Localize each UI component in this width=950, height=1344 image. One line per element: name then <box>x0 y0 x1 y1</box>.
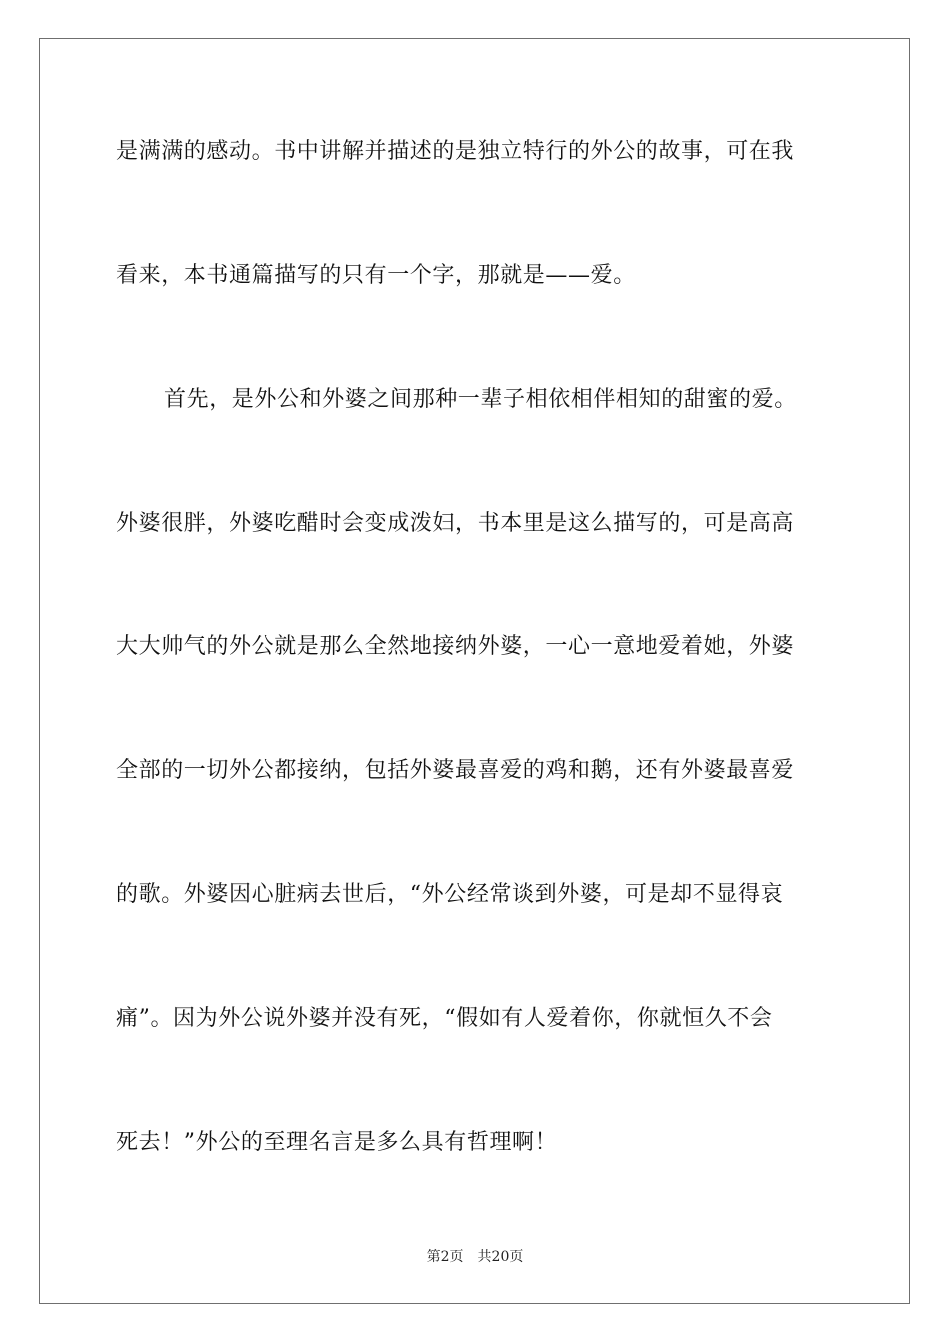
body-line-1: 是满满的感动。书中讲解并描述的是独立特行的外公的故事，可在我 <box>116 139 795 164</box>
page-border <box>39 38 910 1304</box>
body-line-2: 看来，本书通篇描写的只有一个字，那就是——爱。 <box>116 263 636 288</box>
body-line-4: 外婆很胖，外婆吃醋时会变成泼妇，书本里是这么描写的，可是高高 <box>116 511 795 536</box>
body-line-5: 大大帅气的外公就是那么全然地接纳外婆，一心一意地爱着她，外婆 <box>116 634 795 659</box>
page-footer <box>0 1248 950 1266</box>
body-line-3-paragraph-start: 首先，是外公和外婆之间那种一辈子相依相伴相知的甜蜜的爱。 <box>164 387 797 412</box>
current-page-label: 第2页 <box>426 1249 464 1265</box>
body-line-9: 死去！”外公的至理名言是多么具有哲理啊！ <box>116 1130 558 1155</box>
body-line-6: 全部的一切外公都接纳，包括外婆最喜爱的鸡和鹅，还有外婆最喜爱 <box>116 758 795 783</box>
body-line-8: 痛”。因为外公说外婆并没有死，“假如有人爱着你，你就恒久不会 <box>116 1006 773 1031</box>
body-line-7: 的歌。外婆因心脏病去世后，“外公经常谈到外婆，可是却不显得哀 <box>116 882 784 907</box>
total-pages-label: 共20页 <box>477 1249 524 1265</box>
